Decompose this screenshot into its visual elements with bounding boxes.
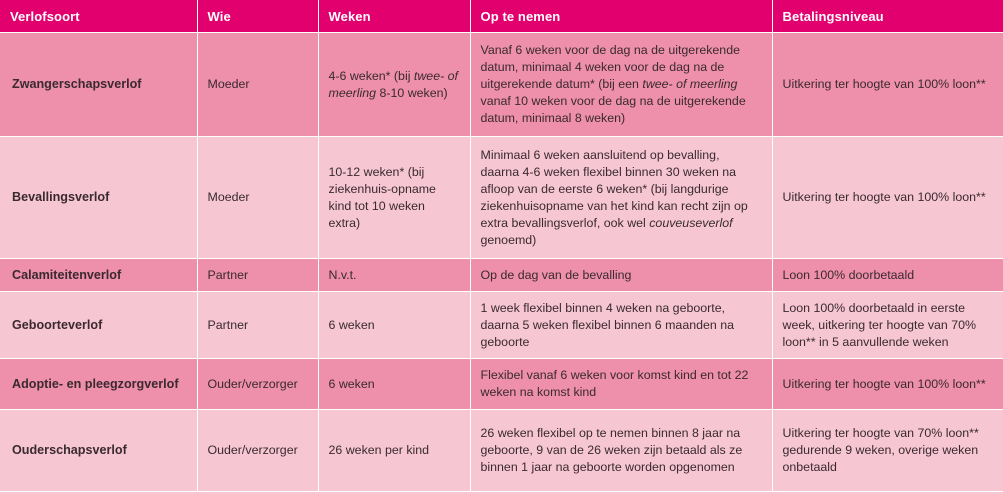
row-take	[470, 137, 772, 259]
weeks-text: 8-10 weken)	[376, 85, 448, 100]
row-who: Partner	[197, 259, 318, 292]
row-who: Moeder	[197, 33, 318, 137]
row-pay: Loon 100% doorbetaald in eerste week, uitkering ter hoogte van 70% loon** in 5 aanvullende weken	[772, 292, 1003, 359]
row-who: Partner	[197, 292, 318, 359]
row-pay: Uitkering ter hoogte van 100% loon**	[772, 359, 1003, 410]
weeks-text: 4-6 weken* (bij	[328, 68, 414, 83]
header-betalingsniveau: Betalingsniveau	[772, 0, 1003, 33]
header-verlofsoort: Verlofsoort	[0, 0, 197, 33]
row-weeks: N.v.t.	[318, 259, 470, 292]
row-type: Geboorteverlof	[0, 292, 197, 359]
row-who: Ouder/verzorger	[197, 359, 318, 410]
take-text: vanaf 10 weken voor de dag na de uitgerekende datum, minimaal 8 weken)	[480, 94, 746, 125]
row-weeks: 6 weken	[318, 359, 470, 410]
row-take: 26 weken flexibel op te nemen binnen 8 jaar na geboorte, 9 van de 26 weken zijn betaald als ze binnen 1 jaar na geboorte worden opgenomen	[470, 410, 772, 492]
row-pay: Uitkering ter hoogte van 70% loon** gedurende 9 weken, overige weken onbetaald	[772, 410, 1003, 492]
take-italic: twee- of meerling	[642, 77, 738, 91]
header-weken: Weken	[318, 0, 470, 33]
take-text: genoemd)	[480, 232, 537, 247]
table-row	[0, 259, 1003, 292]
row-type: Ouderschapsverlof	[0, 410, 197, 492]
table-row	[0, 137, 1003, 259]
row-pay: Uitkering ter hoogte van 100% loon**	[772, 33, 1003, 137]
table-row	[0, 292, 1003, 359]
row-who: Ouder/verzorger	[197, 410, 318, 492]
row-type: Calamiteitenverlof	[0, 259, 197, 292]
row-take: Flexibel vanaf 6 weken voor komst kind en tot 22 weken na komst kind	[470, 359, 772, 410]
table-row	[0, 33, 1003, 137]
row-take: Op de dag van de bevalling	[470, 259, 772, 292]
table-row	[0, 359, 1003, 410]
header-op-te-nemen: Op te nemen	[470, 0, 772, 33]
row-who: Moeder	[197, 137, 318, 259]
row-pay: Loon 100% doorbetaald	[772, 259, 1003, 292]
header-wie: Wie	[197, 0, 318, 33]
row-weeks	[318, 33, 470, 137]
row-type: Zwangerschapsverlof	[0, 33, 197, 137]
row-weeks: 10-12 weken* (bij ziekenhuis-opname kind tot 10 weken extra)	[318, 137, 470, 259]
take-italic: couveuseverlof	[649, 215, 733, 230]
row-type: Adoptie- en pleegzorgverlof	[0, 359, 197, 410]
row-pay: Uitkering ter hoogte van 100% loon**	[772, 137, 1003, 259]
row-weeks: 26 weken per kind	[318, 410, 470, 492]
weeks-italic: twee- of meerling	[328, 68, 458, 100]
row-weeks: 6 weken	[318, 292, 470, 359]
take-text: Vanaf 6 weken voor de dag na de uitgerekende datum, minimaal 4 weken voor de dag na de uitgerekende datum* (bij een	[480, 43, 740, 91]
header-row	[0, 0, 1003, 33]
row-type: Bevallingsverlof	[0, 137, 197, 259]
row-take	[470, 33, 772, 137]
take-text: Minimaal 6 weken aansluitend op bevalling, daarna 4-6 weken flexibel binnen 30 weken na afloop van de eerste 6 weken* (bij langdurige ziekenhuisopname van het kind kan recht zijn op extra bevallingsverlof, ook wel	[480, 147, 748, 230]
table-row	[0, 410, 1003, 492]
row-take: 1 week flexibel binnen 4 weken na geboorte, daarna 5 weken flexibel binnen 6 maanden na geboorte	[470, 292, 772, 359]
